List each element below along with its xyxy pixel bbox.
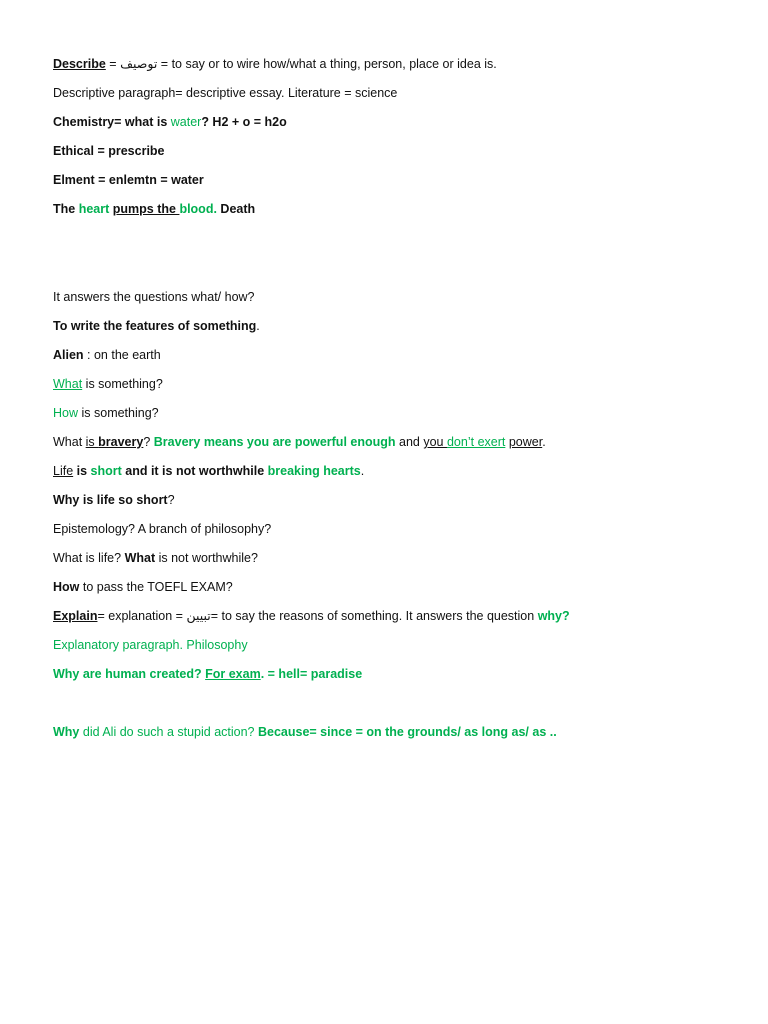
highlight-what: What <box>53 377 83 391</box>
line-epistemology <box>53 521 271 537</box>
text-span: ? <box>167 493 175 507</box>
text-span: . <box>360 464 365 478</box>
text-span: ? H2 + o = h2o <box>201 115 287 129</box>
text-span: . <box>542 435 546 449</box>
line-element <box>53 172 204 188</box>
highlight-water: water <box>170 115 202 129</box>
line-alien <box>53 347 161 363</box>
text-span: Why is life so short <box>53 493 168 507</box>
highlight-why: why? <box>537 609 570 623</box>
text-span: Elment = enlemtn = water <box>53 173 204 187</box>
text-span: you <box>423 435 447 449</box>
line-life-short <box>53 463 364 479</box>
line-explain <box>53 608 570 624</box>
text-span: is <box>73 464 91 478</box>
underlined-pumps: pumps the <box>112 202 180 216</box>
line-toefl <box>53 579 233 595</box>
highlight-breaking-hearts: breaking hearts <box>267 464 361 478</box>
text-span: Why are human created? <box>53 667 206 681</box>
text-span: Explanatory paragraph. Philosophy <box>53 638 248 652</box>
text-span: What is life? <box>53 551 125 565</box>
line-answers-questions <box>53 289 255 305</box>
line-heart <box>53 201 255 217</box>
term-alien: Alien <box>53 348 84 362</box>
text-span: = to say the reasons of something. It answers the question <box>210 609 538 623</box>
text-span: How <box>53 580 80 594</box>
text-span: Ethical = prescribe <box>53 144 165 158</box>
text-span: and it is not worthwhile <box>121 464 268 478</box>
text-span: What <box>124 551 156 565</box>
line-what-is-life <box>53 550 258 566</box>
term-explain: Explain <box>53 609 98 623</box>
text-span: is something? <box>78 406 159 420</box>
text-span: = to say or to wire how/what a thing, person, place or idea is. <box>157 57 497 71</box>
text-span: . <box>256 319 260 333</box>
text-span: : on the earth <box>83 348 161 362</box>
text-span: The <box>53 202 79 216</box>
text-span: = explanation = <box>97 609 187 623</box>
line-why-ali <box>53 724 557 740</box>
text-span: is something? <box>82 377 163 391</box>
text-span: did Ali do such a stupid action? <box>79 725 258 739</box>
line-explanatory-paragraph <box>53 637 248 653</box>
underlined-life: Life <box>53 464 74 478</box>
line-what <box>53 376 163 392</box>
text-span: and <box>395 435 424 449</box>
text-span: Chemistry= what is <box>53 115 171 129</box>
text-span: Descriptive paragraph= descriptive essay. Literature = science <box>53 86 398 100</box>
highlight-dont-exert: don’t exert <box>446 435 506 449</box>
text-span: = <box>105 57 121 71</box>
line-ethical <box>53 143 165 159</box>
highlight-heart: heart <box>78 202 110 216</box>
text-span: is <box>85 435 99 449</box>
text-span: Why <box>53 725 80 739</box>
line-describe <box>53 56 497 72</box>
line-why-short <box>53 492 175 508</box>
text-span: Epistemology? A branch of philosophy? <box>53 522 272 536</box>
highlight-blood: blood. <box>179 202 217 216</box>
line-descriptive-paragraph <box>53 85 397 101</box>
line-bravery <box>53 434 546 450</box>
text-span: . = hell= paradise <box>260 667 363 681</box>
line-why-humans <box>53 666 362 682</box>
text-span: Death <box>216 202 256 216</box>
line-how <box>53 405 159 421</box>
arabic-term: تبيين <box>186 609 211 623</box>
term-bravery: bravery <box>98 435 144 449</box>
text-span: Because= since = on the grounds/ as long as/ as .. <box>257 725 557 739</box>
line-chemistry <box>53 114 287 130</box>
text-span: To write the features of something <box>53 319 257 333</box>
highlight-how: How <box>53 406 79 420</box>
arabic-term: توصيف <box>120 57 158 71</box>
underlined-for-exam: For exam <box>205 667 261 681</box>
highlight-bravery-means: Bravery means you are powerful enough <box>153 435 396 449</box>
text-span: ? <box>143 435 154 449</box>
text-span: to pass the TOEFL EXAM? <box>79 580 233 594</box>
text-span: What <box>53 435 86 449</box>
line-features <box>53 318 260 334</box>
highlight-short: short <box>90 464 122 478</box>
text-span: is not worthwhile? <box>155 551 258 565</box>
term-describe: Describe <box>53 57 106 71</box>
text-span: It answers the questions what/ how? <box>53 290 255 304</box>
underlined-power: power <box>508 435 543 449</box>
